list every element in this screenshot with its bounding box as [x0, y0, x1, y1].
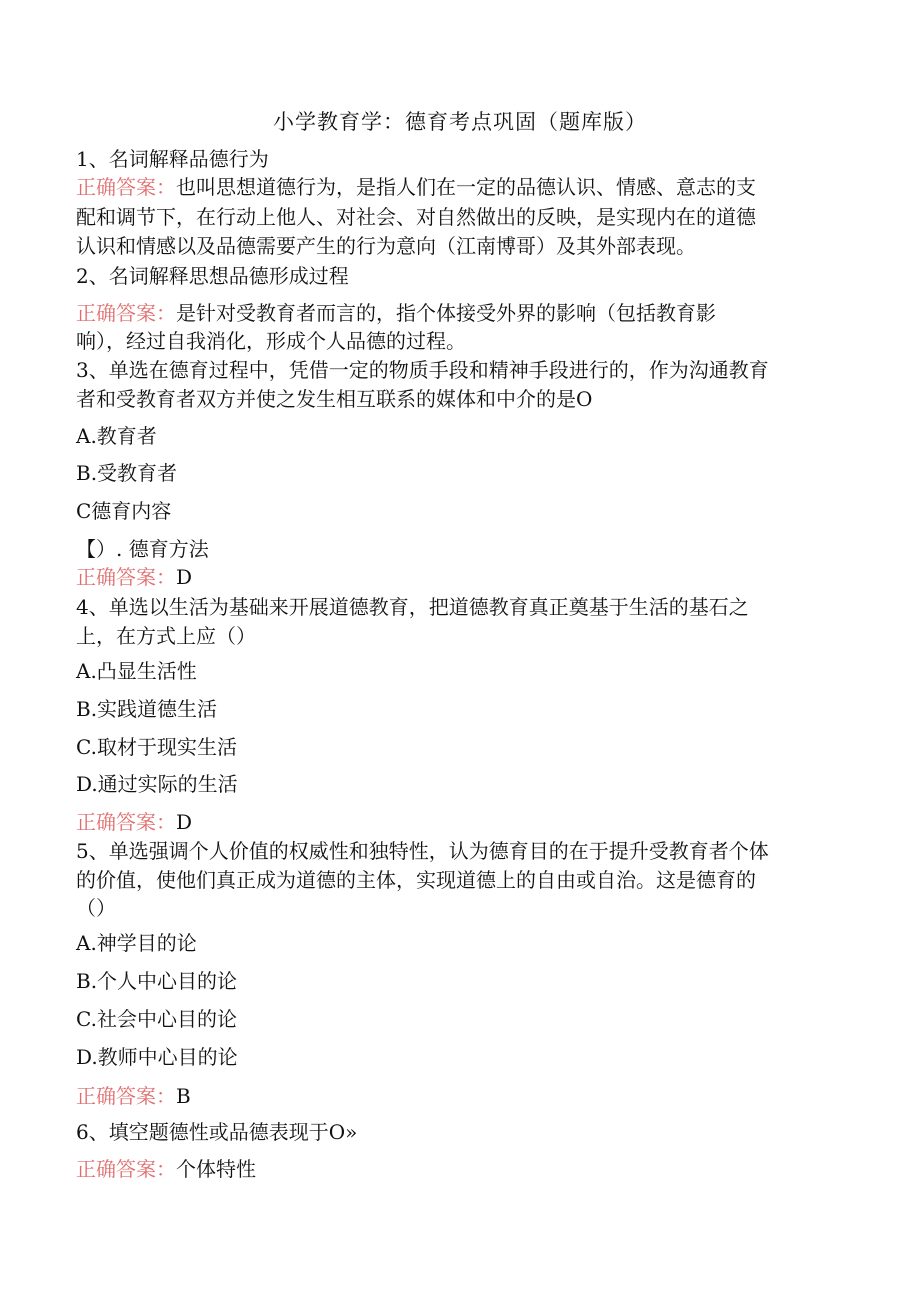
option-5a: A.神学目的论	[76, 931, 197, 955]
question-3-line-1: 3、单选在德育过程中，凭借一定的物质手段和精神手段进行的，作为沟通教育	[76, 358, 769, 382]
answer-6	[76, 1152, 846, 1186]
option-5d: D.教师中心目的论	[76, 1045, 238, 1069]
question-4-line-1: 4、单选以生活为基础来开展道德教育，把道德教育真正奠基于生活的基石之	[76, 595, 749, 619]
answer-text: B	[176, 1084, 191, 1108]
answer-1-line-3: 认识和情感以及品德需要产生的行为意向（江南博哥）及其外部表现。	[76, 234, 696, 258]
question-1: 1、名词解释品德行为	[76, 147, 269, 171]
document-title: 小学教育学：德育考点巩固（题库版）	[273, 110, 647, 134]
answer-text: D	[176, 565, 193, 589]
question-3-line-2: 者和受教育者双方并使之发生相互联系的媒体和中介的是O	[76, 387, 593, 411]
answer-text: 个体特性	[176, 1157, 256, 1181]
answer-label: 正确答案：	[76, 1157, 176, 1181]
option-4c: C.取材于现实生活	[76, 735, 237, 759]
answer-label: 正确答案：	[76, 1084, 176, 1108]
answer-text: 也叫思想道德行为，是指人们在一定的品德认识、情感、意志的支	[176, 175, 756, 199]
question-5-line-2: 的价值，使他们真正成为道德的主体，实现道德上的自由或自治。这是德育的	[76, 868, 756, 892]
option-5c: C.社会中心目的论	[76, 1007, 237, 1031]
answer-1-line-2: 配和调节下，在行动上他人、对社会、对自然做出的反映，是实现内在的道德	[76, 205, 756, 229]
answer-1-line-1	[76, 170, 846, 204]
answer-text: D	[176, 810, 193, 834]
option-3d: 【）. 德育方法	[76, 537, 209, 561]
option-5b: B.个人中心目的论	[76, 969, 238, 993]
question-6: 6、填空题德性或品德表现于O»	[76, 1120, 358, 1144]
option-3a: A.教育者	[76, 424, 157, 448]
answer-label: 正确答案：	[76, 175, 176, 199]
question-5-line-1: 5、单选强调个人价值的权威性和独特性，认为德育目的在于提升受教育者个体	[76, 839, 769, 863]
answer-label: 正确答案：	[76, 565, 176, 589]
option-3b: B.受教育者	[76, 461, 178, 485]
answer-label: 正确答案：	[76, 810, 176, 834]
option-3c: C德育内容	[76, 499, 172, 523]
answer-5	[76, 1079, 846, 1113]
answer-text: 是针对受教育者而言的，指个体接受外界的影响（包括教育影	[176, 301, 716, 325]
question-5-line-3: （）	[76, 896, 116, 920]
option-4a: A.凸显生活性	[76, 659, 197, 683]
question-4-line-2: 上，在方式上应（）	[76, 624, 256, 648]
question-2: 2、名词解释思想品德形成过程	[76, 264, 349, 288]
option-4d: D.通过实际的生活	[76, 772, 238, 796]
answer-label: 正确答案：	[76, 301, 176, 325]
answer-2-line-2: 响），经过自我消化，形成个人品德的过程。	[76, 329, 466, 353]
answer-3	[76, 560, 846, 594]
option-4b: B.实践道德生活	[76, 697, 218, 721]
